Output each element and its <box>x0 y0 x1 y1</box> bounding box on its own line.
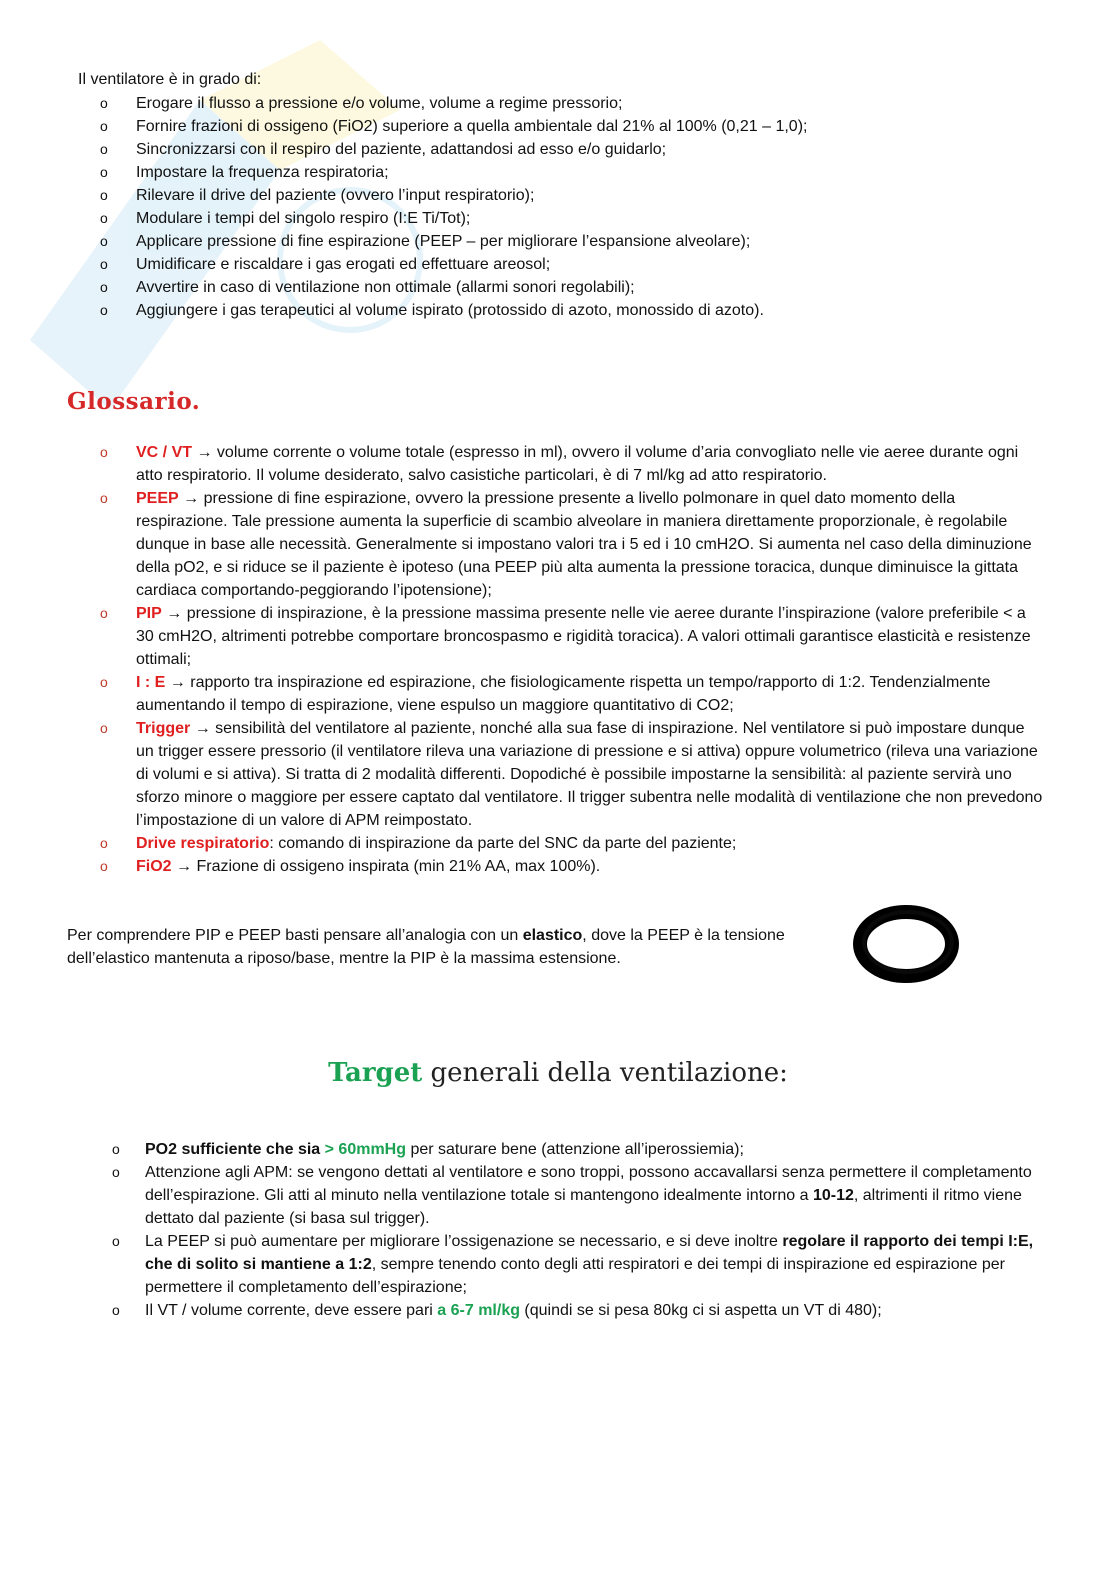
list-item: o Erogare il flusso a pressione e/o volume, volume a regime pressorio; <box>100 92 1060 115</box>
bullet-icon: o <box>100 858 108 874</box>
glossary-term: FiO2 <box>136 858 172 875</box>
bullet-icon: o <box>100 95 108 111</box>
list-item: o Umidificare e riscaldare i gas erogati ed effettuare areosol; <box>100 253 1060 276</box>
list-item: o Sincronizzarsi con il respiro del paziente, adattandosi ad esso e/o guidarlo; <box>100 138 1060 161</box>
bullet-icon: o <box>100 187 108 203</box>
capabilities-list <box>100 92 1060 322</box>
bullet-icon: o <box>112 1302 120 1318</box>
list-item: o Modulare i tempi del singolo respiro (I:E Ti/Tot); <box>100 207 1060 230</box>
glossary-term: VC / VT <box>136 444 193 461</box>
list-item: o Attenzione agli APM: se vengono dettati al ventilatore e sono troppi, possono accavallarsi senza permettere il completamento dell’espirazione. Gli atti al minuto nella ventilazione totale si mantengono idealmente intorno a 10-12, altrimenti il ritmo viene dettato dal paziente (si basa sul trigger). <box>112 1161 1052 1230</box>
glossary-item: o Trigger → sensibilità del ventilatore al paziente, nonché alla sua fase di inspirazione. Nel ventilatore si può impostare dunque un trigger essere pressorio (il ventilatore rileva una variazione di pressione e si attiva) oppure volumetrico (rileva una variazione di volumi e si attiva). Si tratta di 2 modalità differenti. Dopodiché è possibile impostarne la sensibilità: al paziente servirà uno sforzo minore o maggiore per essere captato dal ventilatore. Il trigger subentra nelle modalità di ventilazione che non prevedono l’impostazione di un valore di APM reimpostato. <box>100 717 1045 832</box>
list-item: o Aggiungere i gas terapeutici al volume ispirato (protossido di azoto, monossido di azoto). <box>100 299 1060 322</box>
bullet-icon: o <box>100 233 108 249</box>
bullet-icon: o <box>100 605 108 621</box>
bullet-icon: o <box>100 210 108 226</box>
list-item: o Avvertire in caso di ventilazione non ottimale (allarmi sonori regolabili); <box>100 276 1060 299</box>
arrow-icon: → <box>169 674 186 691</box>
bullet-icon: o <box>100 279 108 295</box>
glossary-item: o PEEP → pressione di fine espirazione, ovvero la pressione presente a livello polmonare in quel dato momento della respirazione. Tale pressione aumenta la superficie di scambio alveolare in maniera direttamente proporzionale, è regolabile dunque in base alle necessità. Generalmente si impostano valori tra i 5 ed i 10 cmH2O. Si aumenta nel caso della diminuzione della pO2, e si riduce se il paziente è ipoteso (una PEEP più alta aumenta la pressione toracica, dunque diminuisce la gittata cardiaca comportando-peggiorando l’ipotensione); <box>100 487 1045 602</box>
bullet-icon: o <box>100 490 108 506</box>
bullet-icon: o <box>112 1233 120 1249</box>
glossary-item: o Drive respiratorio: comando di inspirazione da parte del SNC da parte del paziente; <box>100 832 1045 855</box>
targets-list <box>112 1138 1052 1322</box>
glossary-item: o FiO2 → Frazione di ossigeno inspirata (min 21% AA, max 100%). <box>100 855 1045 878</box>
bullet-icon: o <box>100 302 108 318</box>
targets-title: Target generali della ventilazione: <box>328 1058 788 1088</box>
bullet-icon: o <box>112 1141 120 1157</box>
bullet-icon: o <box>100 674 108 690</box>
list-item: o La PEEP si può aumentare per migliorare l’ossigenazione se necessario, e si deve inoltre regolare il rapporto dei tempi I:E, che di solito si mantiene a 1:2, sempre tenendo conto degli atti respiratori e dei tempi di inspirazione ed espirazione per permettere il completamento dell’espirazione; <box>112 1230 1052 1299</box>
glossary-item: o VC / VT → volume corrente o volume totale (espresso in ml), ovvero il volume d’aria convogliato nelle vie aeree durante ogni atto respiratorio. Il volume desiderato, salvo casistiche particolari, è di 7 ml/kg ad atto respiratorio. <box>100 441 1045 487</box>
bullet-icon: o <box>100 720 108 736</box>
arrow-icon: → <box>196 444 213 461</box>
arrow-icon: → <box>183 490 200 507</box>
list-item: o Fornire frazioni di ossigeno (FiO2) superiore a quella ambientale dal 21% al 100% (0,21 – 1,0); <box>100 115 1060 138</box>
arrow-icon: → <box>166 605 183 622</box>
bullet-icon: o <box>100 118 108 134</box>
glossary-term: Trigger <box>136 720 191 737</box>
rubber-band-image <box>848 900 964 988</box>
bullet-icon: o <box>100 444 108 460</box>
glossary-item: o PIP → pressione di inspirazione, è la pressione massima presente nelle vie aeree durante l’inspirazione (valore preferibile < a 30 cmH2O, altrimenti potrebbe comportare broncospasmo e rigidità toracica). A valori ottimali garantisce elasticità e resistenze ottimali; <box>100 602 1045 671</box>
bullet-icon: o <box>100 164 108 180</box>
bullet-icon: o <box>100 141 108 157</box>
arrow-icon: → <box>194 720 211 737</box>
bullet-icon: o <box>112 1164 120 1180</box>
list-item: o Rilevare il drive del paziente (ovvero l’input respiratorio); <box>100 184 1060 207</box>
glossary-title: Glossario. <box>67 388 201 415</box>
list-item: o Applicare pressione di fine espirazione (PEEP – per migliorare l’espansione alveolare); <box>100 230 1060 253</box>
list-item: o Il VT / volume corrente, deve essere pari a 6-7 ml/kg (quindi se si pesa 80kg ci si aspetta un VT di 480); <box>112 1299 1052 1322</box>
intro-heading: Il ventilatore è in grado di: <box>78 71 262 88</box>
glossary-list <box>100 441 1045 878</box>
bullet-icon: o <box>100 835 108 851</box>
glossary-item: o I : E → rapporto tra inspirazione ed espirazione, che fisiologicamente rispetta un tempo/rapporto di 1:2. Tendenzialmente aumentando il tempo di espirazione, viene espulso un maggiore quantitativo di CO2; <box>100 671 1045 717</box>
bullet-icon: o <box>100 256 108 272</box>
analogy-paragraph: Per comprendere PIP e PEEP basti pensare all’analogia con un elastico, dove la PEEP è la tensione dell’elastico mantenuta a riposo/base, mentre la PIP è la massima estensione. <box>67 927 785 967</box>
glossary-term: Drive respiratorio <box>136 835 270 852</box>
glossary-term: PEEP <box>136 490 179 507</box>
glossary-term: PIP <box>136 605 162 622</box>
arrow-icon: → <box>176 858 193 875</box>
list-item: o PO2 sufficiente che sia > 60mmHg per saturare bene (attenzione all’iperossiemia); <box>112 1138 1052 1161</box>
glossary-term: I : E <box>136 674 166 691</box>
list-item: o Impostare la frequenza respiratoria; <box>100 161 1060 184</box>
